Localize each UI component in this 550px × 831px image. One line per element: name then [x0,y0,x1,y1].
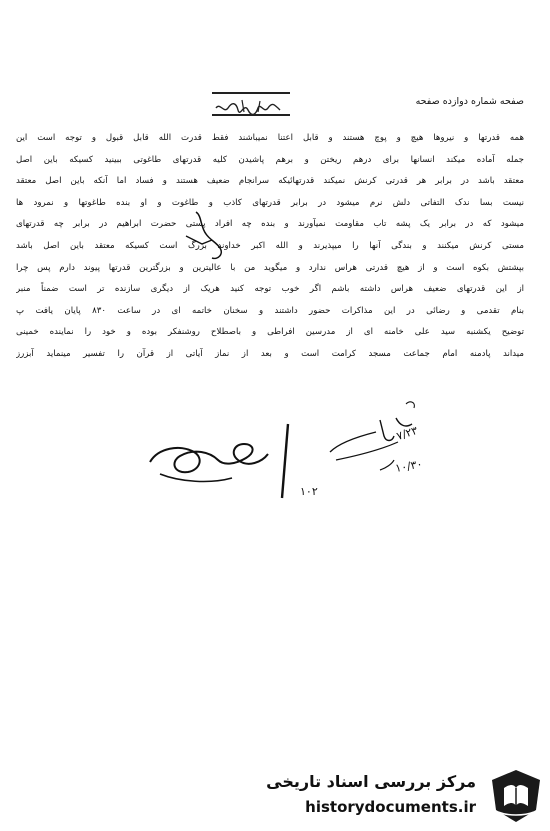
small-curl-mark [406,402,414,408]
text-line: مستی کرنش میکنند و بندگی آنها را میپذیرند و الله اکبر خداوند بزرگ است کسیکه معتقد باین اصل باشد [16,240,524,251]
vertical-stroke [282,424,288,498]
annotation-date: ۷/۲۳ [394,423,420,443]
text-line: جمله آماده میکند انسانها برای درهم ریختن و برهم پاشیدن کلیه قدرتهای طاغوتی ببینید کسیکه باین اصل [16,154,524,165]
book-shield-icon [486,766,546,826]
text-line: میشود که در برابر یک پشه تاب مقاومت نمیآورند و بنده چه افراد پستی حضرت ابراهیم در برابر چه قدرتهای [16,219,524,230]
annotation-number: ۱۰۲ [300,485,318,498]
annotation-date: ۱۰/۳۰ [394,457,424,475]
signature-stroke [160,474,232,481]
org-url[interactable]: historydocuments.ir [305,798,476,816]
lower-tick-mark [380,460,394,470]
text-line: همه قدرتها و نیروها هیچ و پوچ هستند و قابل اعتنا نمیباشند فقط قدرت الله قابل قبول و توجه است این [16,133,524,143]
text-line: معتقد باشد در برابر هر قدرتی کرنش نمیکند قدرتهائیکه سرانجام ضعیف هستند و فساد اما آنکه باین اصل معتقد [16,176,524,187]
page-header: صفحه شماره دوازده صفحه [415,96,524,107]
text-line: بپشتش بکوه است و از هیچ قدرتی هراس ندارد و میگوید من با عالیترین و بزرگترین قدرتها پیوند دارم پس چرا [16,262,524,273]
initials-mark [330,418,412,452]
footer-logo[interactable] [250,760,550,831]
text-line: نیست بسا ندک التفاتی دلش نرم میشود در برابر قدرتهای کاذب و طاغوت و او بنده طاغوتها و نمرود ها [16,197,524,208]
text-line: میداند پادمنه امام جماعت مسجد کرامت است و بعد از نماز آیاتی از قرآن را تفسیر مینماید آبزرز [16,348,524,359]
document-body [16,128,524,366]
text-line: بنام تقدمی و رضائی در این مذاکرات حضور داشتند و سخنان خاتمه ای در ساعت ۸۳۰ پایان یافت پ [16,305,524,316]
org-name: مرکز بررسی اسناد تاریخی [266,772,476,791]
stamp-scribble-icon [212,94,290,118]
text-line: از این قدرتهای ضعیف هراس داشته باشم اگر خوب توجه کنید هریک از دیگری سازنده تر است ضمناً منبر [16,284,524,295]
initials-underline [336,442,398,460]
text-line: توضیح یکشنبه سید علی خامنه ای از مدرسین افراطی و باصطلاح روشنفکر بوده و خود را نماینده خمینی [16,327,524,338]
office-stamp [212,92,290,116]
signature-mark [150,444,268,472]
